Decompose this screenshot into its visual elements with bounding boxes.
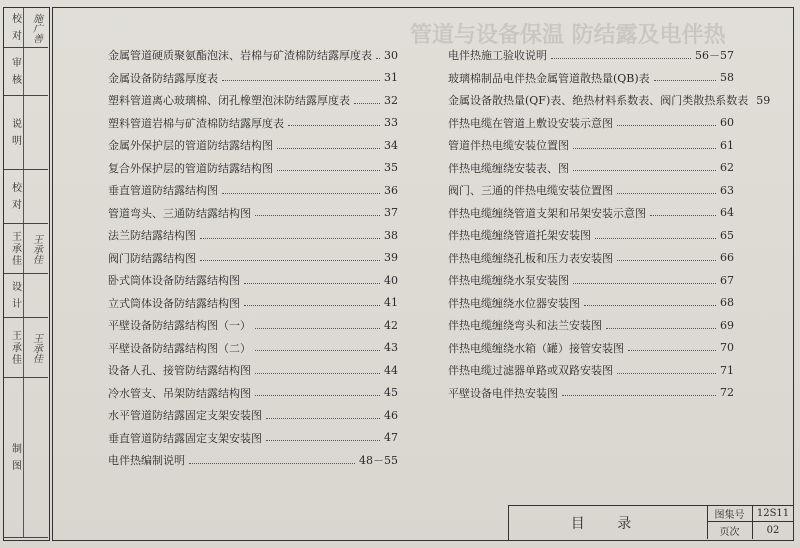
toc-entry-title: 阀门防结露结构图 [108,251,196,265]
toc-entry [108,159,398,177]
toc-entry-title: 设备人孔、接管防结露结构图 [108,364,251,377]
toc-entry [448,91,771,109]
dot-leader [200,260,380,261]
sidebar-signature [26,378,46,537]
dot-leader [222,193,380,194]
dot-leader [562,395,716,396]
toc-entry [108,384,398,402]
toc-entry [448,316,734,334]
sidebar-cell [4,378,48,538]
dot-leader [376,58,380,59]
toc-entry-page: 46 [384,408,398,422]
toc-entry [448,339,734,357]
toc-entry-page: 43 [384,341,398,354]
dot-leader [255,215,380,216]
sidebar-cell [4,224,48,274]
toc-entry-page: 30 [384,48,398,62]
toc-entry-title: 平壁设备防结露结构图（一） [108,319,251,332]
toc-entry [108,339,398,357]
sidebar-cell [4,274,48,318]
dot-leader [255,395,380,396]
dot-leader [628,350,716,351]
toc-entry-title: 水平管道防结露固定支架安装图 [108,409,262,422]
toc-entry [108,69,398,87]
toc-entry-title: 伴热电缆缠绕弯头和法兰安装图 [448,319,602,332]
toc-entry-page: 45 [384,386,398,399]
dot-leader [200,238,380,239]
toc-entry-page: 36 [384,183,398,197]
toc-entry-title: 法兰防结露结构图 [108,229,196,242]
dot-leader [222,80,380,81]
toc-entry-page: 39 [384,251,398,264]
dot-leader [617,260,716,261]
toc-entry-page: 61 [720,138,734,152]
sidebar-divider [23,96,24,169]
title-block-title: 目 录 [509,506,708,539]
dot-leader [617,125,716,126]
toc-entry-title: 玻璃棉制品电伴热金属管道散热量(QB)表 [448,71,650,85]
sidebar-label: 设 计 [9,280,21,311]
toc-entry-title: 金属外保护层的管道防结露结构图 [108,139,273,152]
toc-entry [448,114,734,132]
toc-entry-title: 管道弯头、三通防结露结构图 [108,206,251,220]
atlas-number-label: 图集号 [707,506,753,522]
toc-entry [448,384,734,402]
dot-leader [255,328,380,329]
toc-entry-page: 71 [720,363,734,377]
toc-entry-title: 卧式筒体设备防结露结构图 [108,274,240,287]
toc-entry-title: 平壁设备电伴热安装图 [448,386,558,400]
dot-leader [288,125,380,126]
dot-leader [354,103,380,104]
sidebar-signature [26,274,46,317]
toc-entry-title: 伴热电缆在管道上敷设安装示意图 [448,116,613,130]
sidebar-divider [23,8,24,47]
sidebar-divider [23,378,24,537]
dot-leader [617,373,716,374]
toc-entry-page: 62 [720,161,734,174]
toc-entry [448,249,734,267]
dot-leader [573,283,716,284]
toc-entry [108,451,398,469]
dot-leader [573,170,716,171]
toc-entry-title: 管道伴热电缆安装位置图 [448,139,569,152]
toc-entry [108,316,398,334]
toc-entry-title: 金属管道硬质聚氨酯泡沫、岩棉与矿渣棉防结露厚度表 [108,49,372,62]
toc-entry-title: 阀门、三通的伴热电缆安装位置图 [448,184,613,197]
dot-leader [584,305,716,306]
dot-leader [277,148,380,149]
sidebar-cell [4,48,48,96]
toc-entry-title: 垂直管道防结露结构图 [108,184,218,197]
toc-entry [108,406,398,424]
toc-entry-page: 56－57 [695,49,734,62]
toc-entry-page: 64 [720,206,734,219]
dot-leader [617,193,716,194]
toc-entry-title: 冷水管支、吊架防结露结构图 [108,386,251,400]
sidebar-signature: 施广善 [30,12,42,43]
toc-entry-page: 35 [384,161,398,174]
sidebar-divider [23,318,24,377]
sidebar-signature [26,48,46,95]
bleed-through-watermark: 管道与设备保温 防结露及电伴热 [410,22,726,48]
toc-entry [108,91,398,109]
toc-entry [108,226,398,244]
toc-entry [108,271,398,289]
dot-leader [244,283,380,284]
toc-entry-page: 58 [720,71,734,84]
sidebar-label: 校 对 [9,12,21,43]
toc-entry-title: 塑料管道离心玻璃棉、闭孔橡塑泡沫防结露厚度表 [108,94,350,107]
toc-entry-page: 63 [720,183,734,197]
sidebar-signature: 王承佳 [30,233,42,264]
toc-entry [448,136,734,154]
toc-entry-title: 金属设备防结露厚度表 [108,71,218,85]
sidebar-divider [23,274,24,317]
toc-entry-page: 60 [720,116,734,129]
toc-entry-page: 34 [384,138,398,152]
dot-leader [266,418,380,419]
toc-entry [448,204,734,222]
toc-entry [108,249,398,267]
toc-entry-page: 59 [756,93,771,107]
sidebar-divider [23,48,24,95]
toc-entry-title: 伴热电缆缠绕孔板和压力表安装图 [448,251,613,265]
toc-entry-page: 48－55 [359,454,398,467]
toc-entry-title: 伴热电缆缠绕水泵安装图 [448,274,569,287]
toc-entry-title: 复合外保护层的管道防结露结构图 [108,161,273,175]
toc-entry-title: 电伴热施工验收说明 [448,49,547,62]
sidebar-divider [23,170,24,223]
toc-entry-page: 70 [720,341,734,354]
dot-leader [573,148,716,149]
toc-entry-page: 68 [720,296,734,309]
atlas-number-value: 12S11 [753,506,793,522]
dot-leader [277,170,380,171]
sidebar-label: 说 明 [9,117,21,148]
toc-entry-title: 伴热电缆缠绕水箱（罐）接管安装图 [448,341,624,355]
sidebar-signature: 王承佳 [30,332,42,363]
sidebar-signature [26,96,46,169]
dot-leader [650,215,716,216]
toc-entry-page: 41 [384,296,398,309]
sidebar-cell [4,170,48,224]
toc-entry [108,136,398,154]
page-number-label: 页次 [707,522,753,539]
toc-entry-title: 伴热电缆缠绕管道托架安装图 [448,229,591,242]
sidebar-label: 校 对 [9,181,21,212]
dot-leader [255,350,380,351]
toc-entry-page: 37 [384,206,398,219]
title-block [508,505,794,541]
toc-entry-title: 平壁设备防结露结构图（二） [108,341,251,355]
dot-leader [255,373,380,374]
toc-entry-page: 47 [384,431,398,444]
toc-entry [448,159,734,177]
sidebar-cell [4,318,48,378]
dot-leader [595,238,716,239]
toc-entry-page: 32 [384,93,398,107]
approval-sidebar [3,7,50,541]
toc-entry-page: 69 [720,318,734,332]
toc-entry-title: 伴热电缆缠绕水位器安装图 [448,296,580,310]
toc-entry-page: 38 [384,228,398,242]
toc-entry [448,271,734,289]
toc-entry-page: 44 [384,363,398,377]
dot-leader [551,58,691,59]
toc-entry-page: 66 [720,251,734,264]
toc-entry-title: 伴热电缆过滤器单路或双路安装图 [448,364,613,377]
toc-entry-title: 垂直管道防结露固定支架安装图 [108,431,262,445]
dot-leader [189,463,355,464]
toc-entry [448,181,734,199]
toc-entry [108,361,398,379]
sidebar-signature [26,170,46,223]
toc-entry-title: 塑料管道岩棉与矿渣棉防结露厚度表 [108,116,284,130]
toc-entry-page: 42 [384,318,398,332]
toc-entry [448,46,734,64]
toc-entry-title: 伴热电缆缠绕管道支架和吊架安装示意图 [448,206,646,220]
toc-entry [108,46,398,64]
toc-entry-page: 31 [384,71,398,84]
dot-leader [244,305,380,306]
sidebar-divider [23,224,24,273]
toc-entry-page: 65 [720,228,734,242]
page-number-value: 02 [766,525,780,536]
sidebar-label: 王承佳 [9,230,21,267]
toc-entry-title: 立式筒体设备防结露结构图 [108,296,240,310]
toc-entry [448,294,734,312]
toc-entry-title: 电伴热编制说明 [108,454,185,467]
toc-entry [108,114,398,132]
toc-entry [108,204,398,222]
sidebar-label: 制 图 [9,442,21,473]
toc-entry-page: 40 [384,273,398,287]
dot-leader [654,80,716,81]
dot-leader [606,328,716,329]
toc-entry-page: 67 [720,273,734,287]
sidebar-label: 王承佳 [9,329,21,366]
toc-entry [108,429,398,447]
dot-leader [266,440,380,441]
toc-entry [108,181,398,199]
sidebar-label: 审 核 [9,56,21,87]
sidebar-cell [4,8,48,48]
toc-entry-title: 伴热电缆缠绕安装表、图 [448,161,569,175]
toc-entry-page: 33 [384,116,398,129]
toc-entry [448,226,734,244]
toc-entry [448,361,734,379]
toc-entry-page: 72 [720,386,734,399]
sidebar-cell [4,96,48,170]
toc-entry [108,294,398,312]
toc-entry [448,69,734,87]
toc-entry-title: 金属设备散热量(QF)表、绝热材料系数表、阀门类散热系数表 [448,94,749,107]
